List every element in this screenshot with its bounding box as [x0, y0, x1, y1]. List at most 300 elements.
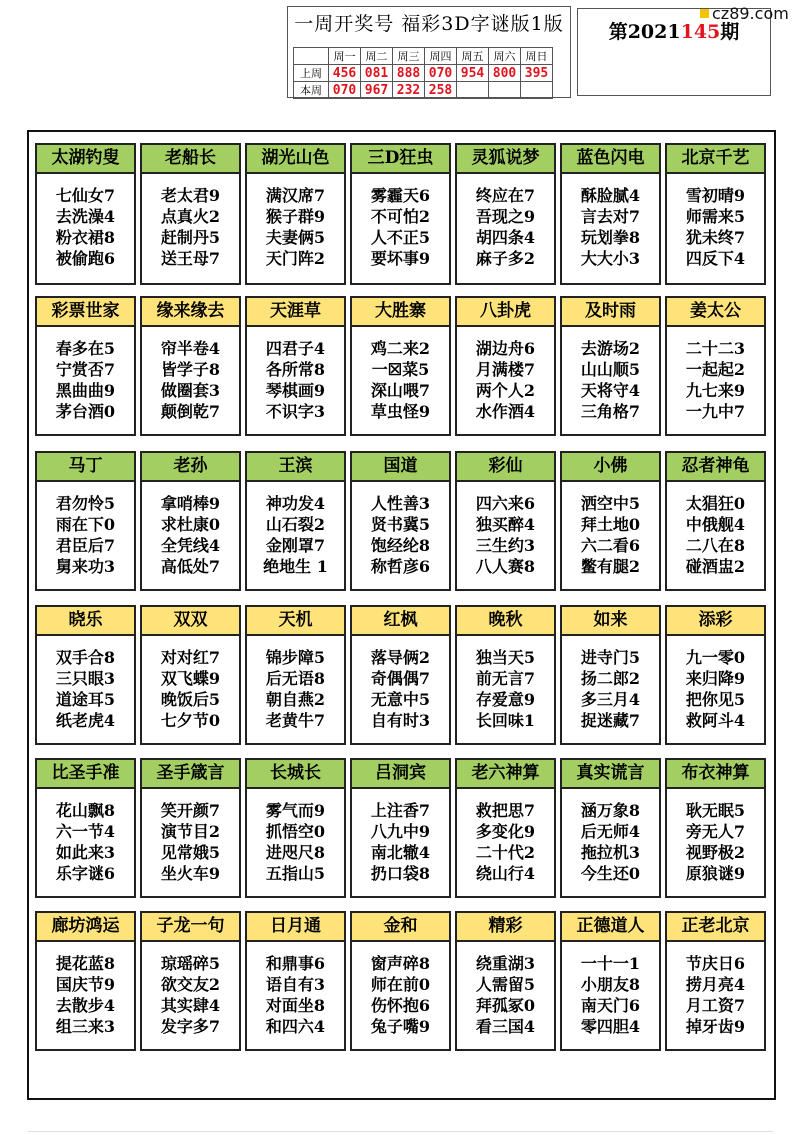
riddle-line: 茅台酒0	[55, 402, 116, 421]
riddle-card-author: 天机	[247, 607, 344, 636]
riddle-line: 赶制丹5	[160, 228, 221, 247]
riddle-card-author: 真实谎言	[562, 760, 659, 789]
riddle-card	[140, 296, 241, 436]
riddle-card	[245, 296, 346, 436]
riddle-lines	[562, 789, 659, 884]
riddle-card-author: 王滨	[247, 453, 344, 482]
riddle-line: 不识字3	[265, 402, 326, 421]
riddle-line: 双飞蝶9	[160, 669, 221, 688]
riddle-line: 皆学子8	[160, 360, 221, 379]
riddle-card	[560, 451, 661, 591]
riddle-card	[455, 605, 556, 745]
riddle-line: 七夕节0	[160, 711, 221, 730]
site-watermark	[700, 4, 789, 23]
riddle-line: 拖拉机3	[580, 843, 641, 862]
riddle-card-author: 小佛	[562, 453, 659, 482]
riddle-line: 去散步4	[55, 996, 116, 1015]
riddle-line: 坐火车9	[160, 864, 221, 883]
riddle-card	[350, 911, 451, 1051]
riddle-line: 救把思7	[475, 801, 536, 820]
riddle-line: 帘半卷4	[160, 339, 221, 358]
riddle-line: 夫妻俩5	[265, 228, 326, 247]
riddle-card-author: 马丁	[37, 453, 134, 482]
riddle-line: 多三月4	[580, 690, 641, 709]
riddle-line: 拜土地0	[580, 515, 641, 534]
riddle-line: 点真火2	[160, 207, 221, 226]
day-header: 周四	[425, 48, 457, 65]
riddle-line: 兔子嘴9	[370, 1017, 431, 1036]
riddle-card-author: 及时雨	[562, 298, 659, 327]
riddle-line: 六二看6	[580, 536, 641, 555]
riddle-line: 八九中9	[370, 822, 431, 841]
bottom-divider	[28, 1131, 773, 1132]
riddle-line: 太猖狂0	[685, 494, 746, 513]
riddle-lines	[667, 327, 764, 422]
riddle-line: 组三来3	[55, 1017, 116, 1036]
riddle-card	[140, 451, 241, 591]
riddle-card	[35, 296, 136, 436]
riddle-card	[350, 758, 451, 898]
riddle-lines	[562, 174, 659, 269]
riddle-card	[140, 758, 241, 898]
riddle-line: 山山顺5	[580, 360, 641, 379]
riddle-line: 道途耳5	[55, 690, 116, 709]
riddle-line: 九一零0	[685, 648, 746, 667]
riddle-lines	[142, 327, 239, 422]
riddle-card	[35, 911, 136, 1051]
riddle-card	[560, 758, 661, 898]
riddle-card-author: 蓝色闪电	[562, 145, 659, 174]
riddle-card	[455, 758, 556, 898]
riddle-card-author: 大胜寨	[352, 298, 449, 327]
riddle-card-author: 老六神算	[457, 760, 554, 789]
riddle-line: 四六来6	[475, 494, 536, 513]
riddle-card-author: 比圣手准	[37, 760, 134, 789]
riddle-lines	[457, 942, 554, 1037]
riddle-line: 拿哨棒9	[160, 494, 221, 513]
riddle-card	[350, 451, 451, 591]
riddle-line: 全凭线4	[160, 536, 221, 555]
riddle-line: 天门阵2	[265, 249, 326, 268]
riddle-lines	[352, 174, 449, 269]
riddle-card-author: 忍者神龟	[667, 453, 764, 482]
riddle-lines	[562, 482, 659, 577]
riddle-line: 鳖有腿2	[580, 557, 641, 576]
riddle-card-author: 老船长	[142, 145, 239, 174]
riddle-card	[560, 911, 661, 1051]
day-header: 周一	[329, 48, 361, 65]
riddle-line: 绝地生 1	[263, 557, 328, 576]
riddle-card	[665, 451, 766, 591]
riddle-card	[560, 296, 661, 436]
riddle-card	[245, 605, 346, 745]
riddle-line: 深山喂7	[370, 381, 431, 400]
riddle-lines	[352, 636, 449, 731]
draw-number: 232	[393, 82, 425, 99]
riddle-line: 犹未终7	[685, 228, 746, 247]
riddle-line: 伤怀抱6	[370, 996, 431, 1015]
draw-number: 967	[361, 82, 393, 99]
riddle-card-author: 缘来缘去	[142, 298, 239, 327]
riddle-lines	[142, 789, 239, 884]
logo-square-icon	[700, 9, 709, 18]
riddle-card-author: 吕洞宾	[352, 760, 449, 789]
day-header: 周二	[361, 48, 393, 65]
riddle-card-author: 子龙一句	[142, 913, 239, 942]
riddle-line: 六一节4	[55, 822, 116, 841]
riddle-line: 南北辙4	[370, 843, 431, 862]
riddle-card	[560, 143, 661, 285]
riddle-card	[245, 758, 346, 898]
riddle-line: 锦步障5	[265, 648, 326, 667]
riddle-line: 贤书冀5	[370, 515, 431, 534]
draw-number: 800	[489, 65, 521, 82]
riddle-lines	[667, 174, 764, 269]
riddle-lines	[37, 789, 134, 884]
riddle-lines	[352, 942, 449, 1037]
riddle-line: 今生还0	[580, 864, 641, 883]
riddle-card-author: 灵狐说梦	[457, 145, 554, 174]
riddle-line: 月满楼7	[475, 360, 536, 379]
riddle-line: 大大小3	[580, 249, 641, 268]
riddle-card-author: 正老北京	[667, 913, 764, 942]
riddle-lines	[457, 636, 554, 731]
riddle-line: 八人赛8	[475, 557, 536, 576]
riddle-card-author: 布衣神算	[667, 760, 764, 789]
row-label: 上周	[294, 65, 329, 82]
day-header: 周三	[393, 48, 425, 65]
riddle-lines	[37, 942, 134, 1037]
riddle-line: 终应在7	[475, 186, 536, 205]
riddle-card	[350, 605, 451, 745]
riddle-card	[35, 143, 136, 285]
riddle-line: 扔口袋8	[370, 864, 431, 883]
riddle-line: 欲交友2	[160, 975, 221, 994]
riddle-line: 如此来3	[55, 843, 116, 862]
riddle-line: 抓悟空0	[265, 822, 326, 841]
riddle-line: 各所常8	[265, 360, 326, 379]
riddle-line: 颠倒乾7	[160, 402, 221, 421]
riddle-line: 旁无人7	[685, 822, 746, 841]
riddle-line: 吾现之9	[475, 207, 536, 226]
riddle-card	[35, 451, 136, 591]
riddle-card-author: 正德道人	[562, 913, 659, 942]
riddle-line: 来归降9	[685, 669, 746, 688]
riddle-line: 月工资7	[685, 996, 746, 1015]
riddle-card	[665, 605, 766, 745]
riddle-line: 师需来5	[685, 207, 746, 226]
riddle-lines	[457, 174, 554, 269]
riddle-line: 三只眼3	[55, 669, 116, 688]
weekly-results-title: 一周开奖号 福彩3D字谜版1版	[294, 13, 564, 35]
riddle-line: 老黄牛7	[265, 711, 326, 730]
riddle-line: 窗声碎8	[370, 954, 431, 973]
riddle-card-author: 如来	[562, 607, 659, 636]
riddle-lines	[352, 482, 449, 577]
riddle-line: 花山飘8	[55, 801, 116, 820]
riddle-line: 对对红7	[160, 648, 221, 667]
riddle-line: 山石裂2	[265, 515, 326, 534]
riddle-line: 零四胆4	[580, 1017, 641, 1036]
riddle-lines	[37, 636, 134, 731]
riddle-lines	[562, 327, 659, 422]
riddle-line: 神功发4	[265, 494, 326, 513]
riddle-line: 发字多7	[160, 1017, 221, 1036]
riddle-line: 要坏事9	[370, 249, 431, 268]
riddle-line: 上注香7	[370, 801, 431, 820]
riddle-card	[140, 143, 241, 285]
riddle-line: 拜孤冢0	[475, 996, 536, 1015]
riddle-line: 高低处7	[160, 557, 221, 576]
riddle-card-author: 三D狂虫	[352, 145, 449, 174]
riddle-lines	[37, 327, 134, 422]
riddle-line: 和四六4	[265, 1017, 326, 1036]
riddle-line: 粉衣裙8	[55, 228, 116, 247]
riddle-line: 朝自燕2	[265, 690, 326, 709]
riddle-card	[245, 143, 346, 285]
riddle-card	[35, 605, 136, 745]
riddle-lines	[562, 636, 659, 731]
riddle-line: 二十二3	[685, 339, 746, 358]
riddle-lines	[247, 327, 344, 422]
weekly-results-box	[287, 6, 571, 98]
riddle-card	[350, 143, 451, 285]
riddle-line: 人不正5	[370, 228, 431, 247]
riddle-line: 雨在下0	[55, 515, 116, 534]
issue-prefix: 第2021	[608, 21, 681, 43]
riddle-line: 中俄舰4	[685, 515, 746, 534]
riddle-line: 洒空中5	[580, 494, 641, 513]
draw-number	[457, 82, 489, 99]
riddle-line: 师在前0	[370, 975, 431, 994]
riddle-card-author: 长城长	[247, 760, 344, 789]
riddle-card-author: 国道	[352, 453, 449, 482]
riddle-card	[665, 296, 766, 436]
riddle-line: 见常娥5	[160, 843, 221, 862]
draw-number: 070	[425, 65, 457, 82]
riddle-lines	[37, 174, 134, 269]
riddle-card	[245, 911, 346, 1051]
riddle-line: 九七来9	[685, 381, 746, 400]
riddle-card-author: 添彩	[667, 607, 764, 636]
riddle-lines	[247, 482, 344, 577]
riddle-card	[455, 911, 556, 1051]
riddle-line: 独买醉4	[475, 515, 536, 534]
riddle-line: 三角格7	[580, 402, 641, 421]
riddle-line: 把你见5	[685, 690, 746, 709]
riddle-line: 七仙女7	[55, 186, 116, 205]
riddle-line: 被偷跑6	[55, 249, 116, 268]
riddle-line: 无意中5	[370, 690, 431, 709]
riddle-card-author: 姜太公	[667, 298, 764, 327]
riddle-line: 酥脸腻4	[580, 186, 641, 205]
riddle-line: 人性善3	[370, 494, 431, 513]
riddle-card-author: 北京千艺	[667, 145, 764, 174]
riddle-card-author: 彩仙	[457, 453, 554, 482]
day-header: 周日	[521, 48, 553, 65]
riddle-lines	[247, 174, 344, 269]
riddle-line: 绕重湖3	[475, 954, 536, 973]
riddle-line: 笑开颜7	[160, 801, 221, 820]
riddle-card	[665, 143, 766, 285]
riddle-card-author: 天涯草	[247, 298, 344, 327]
riddle-line: 后无语8	[265, 669, 326, 688]
riddle-line: 一九中7	[685, 402, 746, 421]
riddle-card	[35, 758, 136, 898]
draw-number	[489, 82, 521, 99]
riddle-line: 节庆日6	[685, 954, 746, 973]
riddle-line: 后无师4	[580, 822, 641, 841]
riddle-card	[140, 911, 241, 1051]
riddle-line: 猴子群9	[265, 207, 326, 226]
riddle-lines	[562, 942, 659, 1037]
riddle-card-author: 日月通	[247, 913, 344, 942]
riddle-line: 一起起2	[685, 360, 746, 379]
day-header: 周六	[489, 48, 521, 65]
riddle-lines	[142, 482, 239, 577]
riddle-line: 金刚罩7	[265, 536, 326, 555]
riddle-line: 纸老虎4	[55, 711, 116, 730]
riddle-lines	[142, 942, 239, 1037]
riddle-line: 绕山行4	[475, 864, 536, 883]
riddle-line: 人需留5	[475, 975, 536, 994]
riddle-line: 奇偶偶7	[370, 669, 431, 688]
riddle-card	[140, 605, 241, 745]
riddle-line: 草虫怪9	[370, 402, 431, 421]
riddle-lines	[667, 942, 764, 1037]
riddle-line: 黑曲曲9	[55, 381, 116, 400]
riddle-line: 雾霾天6	[370, 186, 431, 205]
riddle-line: 四反下4	[685, 249, 746, 268]
riddle-card-author: 晓乐	[37, 607, 134, 636]
riddle-line: 前无言7	[475, 669, 536, 688]
draw-number: 258	[425, 82, 457, 99]
riddle-line: 国庆节9	[55, 975, 116, 994]
riddle-line: 看三国4	[475, 1017, 536, 1036]
riddle-lines	[352, 789, 449, 884]
riddle-line: 求杜康0	[160, 515, 221, 534]
riddle-card-author: 双双	[142, 607, 239, 636]
riddle-line: 语自有3	[265, 975, 326, 994]
riddle-line: 演节目2	[160, 822, 221, 841]
riddle-line: 饱经纶8	[370, 536, 431, 555]
riddle-line: 三生约3	[475, 536, 536, 555]
row-label: 本周	[294, 82, 329, 99]
riddle-line: 两个人2	[475, 381, 536, 400]
riddle-card	[350, 296, 451, 436]
riddle-card-author: 红枫	[352, 607, 449, 636]
riddle-card-author: 圣手箴言	[142, 760, 239, 789]
riddle-line: 胡四条4	[475, 228, 536, 247]
riddle-line: 送王母7	[160, 249, 221, 268]
riddle-line: 捉迷藏7	[580, 711, 641, 730]
riddle-line: 碰酒盅2	[685, 557, 746, 576]
riddle-line: 言去对7	[580, 207, 641, 226]
riddle-card-author: 老孙	[142, 453, 239, 482]
riddle-line: 和鼎事6	[265, 954, 326, 973]
riddle-line: 长回味1	[475, 711, 536, 730]
riddle-line: 天将守4	[580, 381, 641, 400]
riddle-line: 双手合8	[55, 648, 116, 667]
riddle-line: 雪初晴9	[685, 186, 746, 205]
riddle-line: 满汉席7	[265, 186, 326, 205]
riddle-card-author: 太湖钓叟	[37, 145, 134, 174]
riddle-card-author: 精彩	[457, 913, 554, 942]
riddle-line: 进咫尺8	[265, 843, 326, 862]
riddle-lines	[247, 789, 344, 884]
draw-number: 070	[329, 82, 361, 99]
riddle-card	[665, 758, 766, 898]
riddle-lines	[667, 789, 764, 884]
riddle-line: 去洗澡4	[55, 207, 116, 226]
riddle-card	[455, 296, 556, 436]
riddle-line: 进寺门5	[580, 648, 641, 667]
riddle-card	[560, 605, 661, 745]
draw-number: 456	[329, 65, 361, 82]
issue-number-red: 145	[680, 21, 721, 43]
riddle-line: 琼瑶碎5	[160, 954, 221, 973]
riddle-lines	[37, 482, 134, 577]
riddle-line: 乐字谜6	[55, 864, 116, 883]
riddle-line: 耿无眠5	[685, 801, 746, 820]
riddle-line: 宁赏否7	[55, 360, 116, 379]
riddle-lines	[457, 327, 554, 422]
riddle-line: 独当天5	[475, 648, 536, 667]
riddle-lines	[142, 174, 239, 269]
riddle-lines	[352, 327, 449, 422]
riddle-line: 君臣后7	[55, 536, 116, 555]
riddle-lines	[667, 636, 764, 731]
riddle-lines	[247, 636, 344, 731]
riddle-line: 原狼谜9	[685, 864, 746, 883]
riddle-line: 涵万象8	[580, 801, 641, 820]
weekly-results-table	[293, 47, 553, 99]
riddle-line: 落导俩2	[370, 648, 431, 667]
table-header-row	[294, 48, 553, 65]
riddle-card-author: 廊坊鸿运	[37, 913, 134, 942]
draw-number: 395	[521, 65, 553, 82]
draw-number: 954	[457, 65, 489, 82]
riddle-line: 鸡二来2	[370, 339, 431, 358]
riddle-line: 扬二郎2	[580, 669, 641, 688]
riddle-card-author: 湖光山色	[247, 145, 344, 174]
issue-suffix: 期	[720, 21, 740, 43]
riddle-lines	[457, 789, 554, 884]
riddle-line: 自有时3	[370, 711, 431, 730]
draw-number: 081	[361, 65, 393, 82]
riddle-line: 玩划拳8	[580, 228, 641, 247]
riddle-line: 视野极2	[685, 843, 746, 862]
riddle-line: 做圈套3	[160, 381, 221, 400]
riddle-line: 存爱意9	[475, 690, 536, 709]
riddle-line: 水作酒4	[475, 402, 536, 421]
riddle-line: 舅来功3	[55, 557, 116, 576]
draw-number: 888	[393, 65, 425, 82]
riddle-card-author: 晚秋	[457, 607, 554, 636]
riddle-line: 二八在8	[685, 536, 746, 555]
riddle-line: 掉牙齿9	[685, 1017, 746, 1036]
riddle-lines	[247, 942, 344, 1037]
riddle-line: 四君子4	[265, 339, 326, 358]
riddle-line: 不可怕2	[370, 207, 431, 226]
riddle-card	[455, 143, 556, 285]
riddle-line: 去游场2	[580, 339, 641, 358]
day-header: 周五	[457, 48, 489, 65]
riddle-line: 君勿怜5	[55, 494, 116, 513]
riddle-lines	[667, 482, 764, 577]
riddle-card	[455, 451, 556, 591]
riddle-line: 称哲彦6	[370, 557, 431, 576]
